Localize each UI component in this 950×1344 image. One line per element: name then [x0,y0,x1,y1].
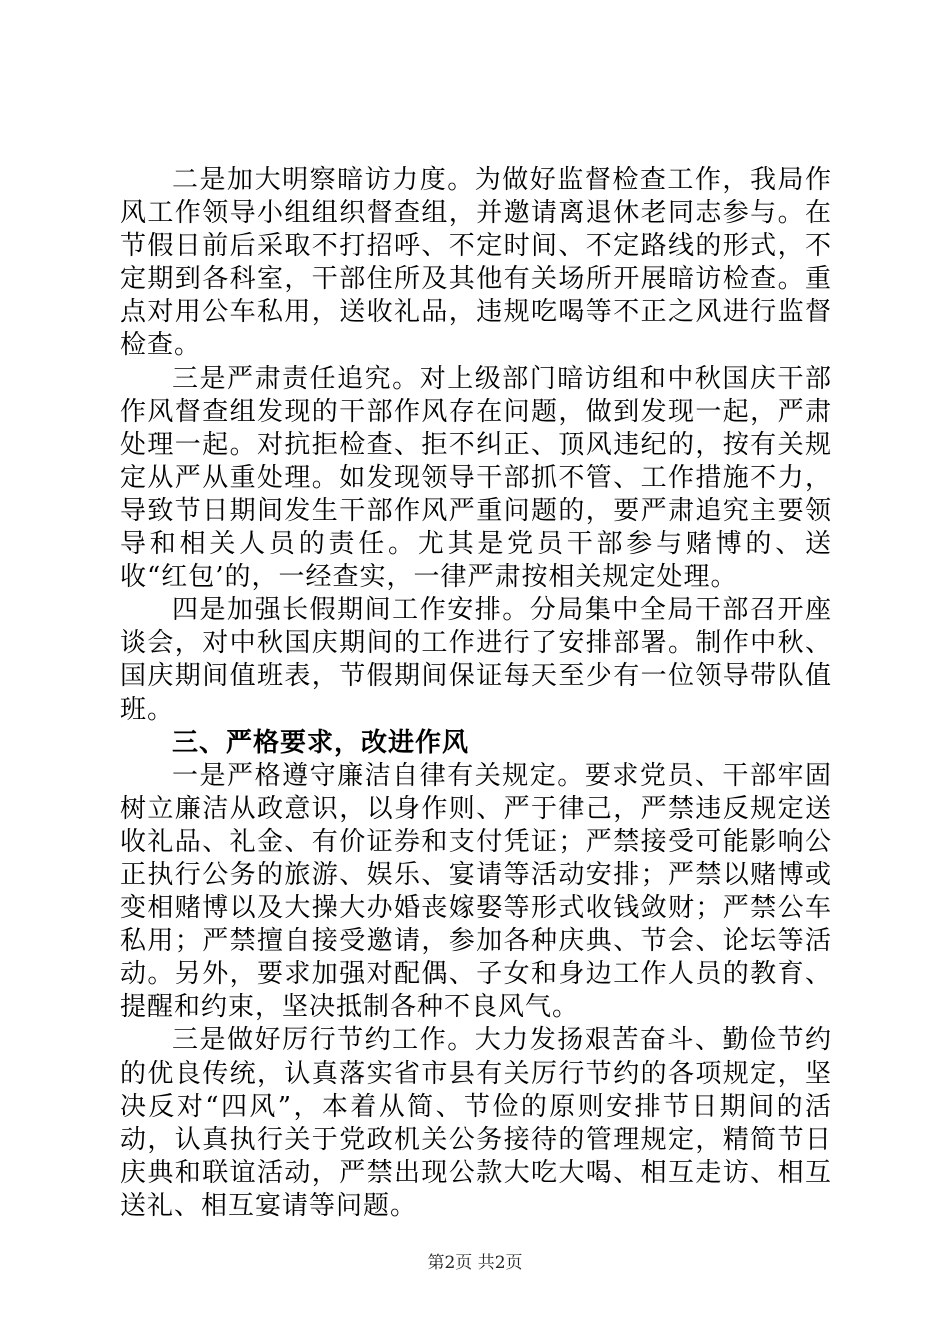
paragraph-frugality: 三是做好厉行节约工作。大力发扬艰苦奋斗、勤俭节约的优良传统，认真落实省市县有关厉行节约的各项规定，坚决反对“四风”，本着从简、节俭的原则安排节日期间的活动，认真执行关于党政机关公务接待的管理规定，精简节日庆典和联谊活动，严禁出现公款大吃大喝、相互走访、相互送礼、相互宴请等问题。 [120,1025,832,1221]
document-body [120,164,832,1223]
section-heading: 三、严格要求，改进作风 [172,727,470,758]
paragraph-inspection: 二是加大明察暗访力度。为做好监督检查工作，我局作风工作领导小组组织督查组，并邀请离退休老同志参与。在节假日前后采取不打招呼、不定时间、不定路线的形式，不定期到各科室，干部住所及其他有关场所开展暗访检查。重点对用公车私用，送收礼品，违规吃喝等不正之风进行监督检查。 [120,165,832,361]
page-footer: 第2页 共2页 [427,1253,523,1273]
paragraph-holiday-arrangement: 四是加强长假期间工作安排。分局集中全局干部召开座谈会，对中秋国庆期间的工作进行了安排部署。制作中秋、国庆期间值班表，节假期间保证每天至少有一位领导带队值班。 [120,595,832,725]
paragraph-accountability: 三是严肃责任追究。对上级部门暗访组和中秋国庆干部作风督查组发现的干部作风存在问题，做到发现一起，严肃处理一起。对抗拒检查、拒不纠正、顶风违纪的，按有关规定从严从重处理。如发现领导干部抓不管、工作措施不力，导致节日期间发生干部作风严重问题的，要严肃追究主要领导和相关人员的责任。尤其是党员干部参与赌博的、送收“红包’的，一经查实，一律严肃按相关规定处理。 [120,363,832,593]
paragraph-integrity-rules: 一是严格遵守廉洁自律有关规定。要求党员、干部牢固树立廉洁从政意识，以身作则、严于律己，严禁违反规定送收礼品、礼金、有价证券和支付凭证；严禁接受可能影响公正执行公务的旅游、娱乐、宴请等活动安排；严禁以赌博或变相赌博以及大操大办婚丧嫁娶等形式收钱敛财；严禁公车私用；严禁擅自接受邀请，参加各种庆典、节会、论坛等活动。另外，要求加强对配偶、子女和身边工作人员的教育、提醒和约束，坚决抵制各种不良风气。 [120,760,832,1023]
